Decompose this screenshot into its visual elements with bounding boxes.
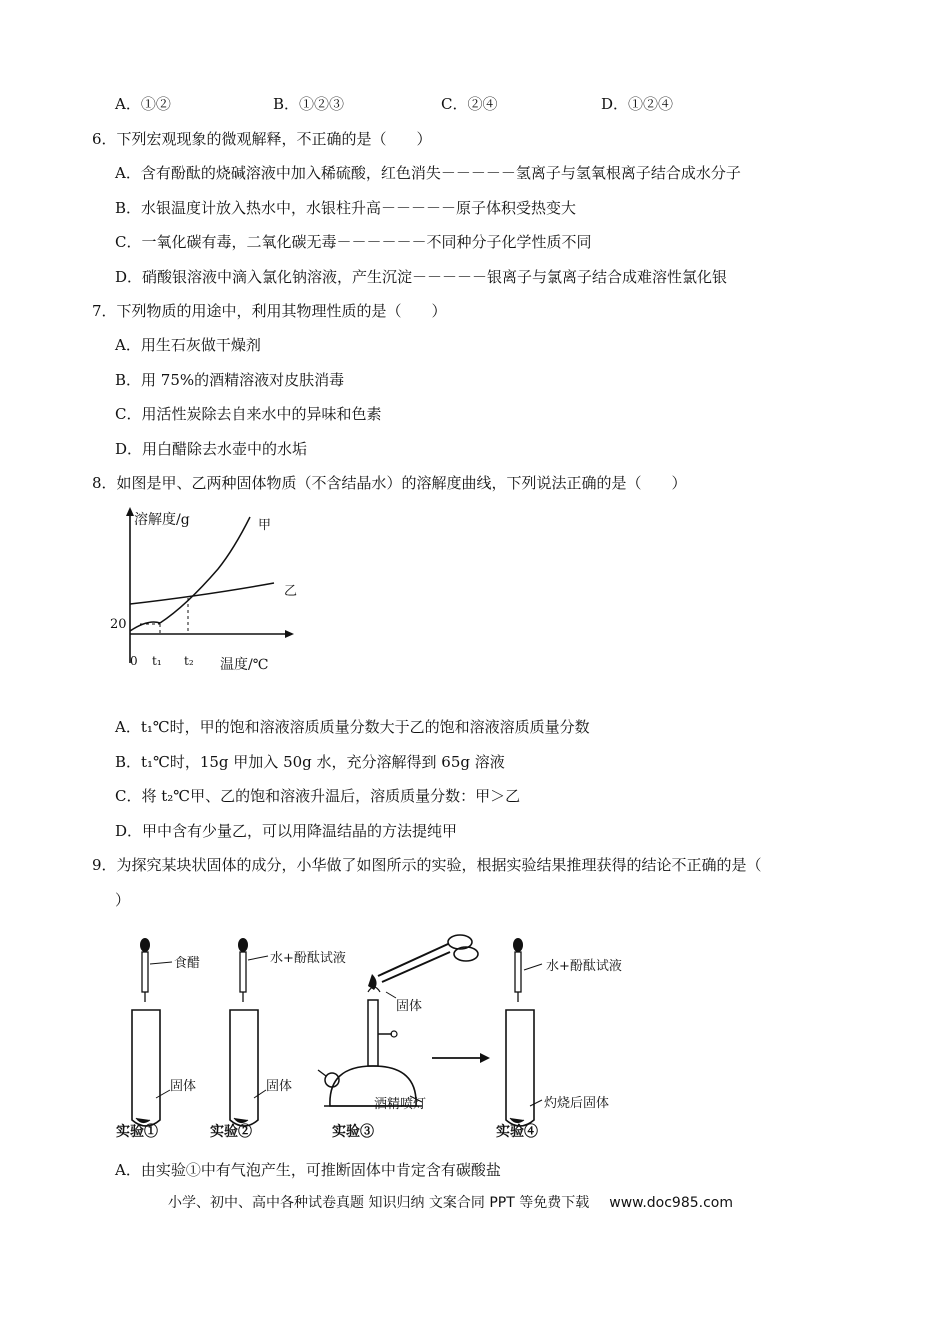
e2-caption: 实验②	[210, 1124, 252, 1140]
q7-option-d: D．用白醋除去水壶中的水垢	[115, 440, 308, 458]
q9-option-a: A．由实验①中有气泡产生，可推断固体中肯定含有碳酸盐	[115, 1161, 501, 1179]
e2-reagent-label: 水+酚酞试液	[270, 951, 346, 966]
e4-solid-label: 灼烧后固体	[544, 1096, 610, 1111]
solid-sample-icon	[510, 1118, 524, 1123]
e3-caption: 实验③	[332, 1124, 374, 1140]
t2-label: t₂	[184, 654, 194, 668]
x-axis-arrow-icon	[285, 630, 294, 638]
e1-solid-label: 固体	[170, 1079, 197, 1094]
origin-label: 0	[130, 654, 138, 668]
curve-yi-label: 乙	[284, 584, 298, 599]
q5-option-d: D．①②④	[601, 95, 674, 113]
q9-stem-continued: ）	[115, 891, 131, 909]
crucible-tongs-icon	[378, 935, 478, 982]
test-tube-icon	[132, 1010, 160, 1126]
q7-option-b: B．用 75%的酒精溶液对皮肤消毒	[115, 371, 345, 389]
page-footer	[168, 1192, 733, 1212]
alcohol-blowtorch-icon	[318, 1000, 422, 1106]
e1-caption: 实验①	[116, 1124, 158, 1140]
q5-option-c: C．②④	[441, 95, 498, 113]
curve-jia-label: 甲	[258, 518, 272, 533]
q6-option-c: C．一氧化碳有毒，二氧化碳无毒－－－－－－不同种分子化学性质不同	[115, 233, 592, 251]
dropper-icon	[142, 952, 148, 992]
q8-stem: 8．如图是甲、乙两种固体物质（不含结晶水）的溶解度曲线，下列说法正确的是（ ）	[92, 474, 687, 492]
q7-option-c: C．用活性炭除去自来水中的异味和色素	[115, 405, 382, 423]
q6-option-d: D．硝酸银溶液中滴入氯化钠溶液，产生沉淀－－－－－银离子与氯离子结合成难溶性氯化银	[115, 268, 728, 286]
footer-text: 小学、初中、高中各种试卷真题 知识归纳 文案合同 PPT 等免费下载	[168, 1195, 590, 1211]
q6-option-a: A．含有酚酞的烧碱溶液中加入稀硫酸，红色消失－－－－－氢离子与氢氧根离子结合成水分子	[115, 164, 741, 182]
test-tube-icon	[230, 1010, 258, 1126]
y-axis-arrow-icon	[126, 507, 134, 516]
q5-option-b: B．①②③	[273, 95, 345, 113]
solid-sample-icon	[136, 1118, 150, 1123]
e1-reagent-label: 食醋	[174, 956, 201, 971]
arrow-head-icon	[480, 1053, 490, 1063]
q5-option-a: A．①②	[115, 95, 171, 113]
dropper-icon	[515, 952, 521, 992]
experiment-4	[496, 938, 622, 1140]
q8-option-c: C．将 t₂℃甲、乙的饱和溶液升温后，溶质质量分数：甲＞乙	[115, 787, 521, 805]
q8-option-d: D．甲中含有少量乙，可以用降温结晶的方法提纯甲	[115, 822, 458, 840]
experiment-1	[116, 938, 200, 1140]
solid-sample-icon	[234, 1118, 248, 1123]
q7-option-a: A．用生石灰做干燥剂	[115, 336, 261, 354]
e3-lamp-label: 酒精喷灯	[374, 1097, 427, 1112]
dropper-bulb-icon	[238, 938, 248, 952]
e3-solid-label: 固体	[396, 999, 423, 1014]
e4-reagent-label: 水+酚酞试液	[546, 959, 622, 974]
e4-caption: 实验④	[496, 1124, 538, 1140]
y-tick-20: 20	[110, 617, 127, 632]
e2-solid-label: 固体	[266, 1079, 293, 1094]
dropper-icon	[240, 952, 246, 992]
dropper-bulb-icon	[513, 938, 523, 952]
q8-option-b: B．t₁℃时，15g 甲加入 50g 水，充分溶解得到 65g 溶液	[115, 753, 505, 771]
solubility-curve-figure	[108, 503, 318, 683]
experiment-figure	[110, 930, 650, 1145]
q6-stem: 6．下列宏观现象的微观解释，不正确的是（ ）	[92, 130, 432, 148]
x-axis-label: 温度/℃	[220, 657, 269, 673]
footer-url[interactable]: www.doc985.com	[609, 1195, 733, 1211]
q9-stem: 9．为探究某块状固体的成分，小华做了如图所示的实验，根据实验结果推理获得的结论不正确的是（	[92, 856, 762, 874]
q6-option-b: B．水银温度计放入热水中，水银柱升高－－－－－原子体积受热变大	[115, 199, 577, 217]
dropper-bulb-icon	[140, 938, 150, 952]
q7-stem: 7．下列物质的用途中，利用其物理性质的是（ ）	[92, 302, 447, 320]
curve-jia	[130, 517, 250, 631]
q8-option-a: A．t₁℃时，甲的饱和溶液溶质质量分数大于乙的饱和溶液溶质质量分数	[115, 718, 590, 736]
experiment-2	[210, 938, 346, 1140]
t1-label: t₁	[152, 654, 162, 668]
y-axis-label: 溶解度/g	[134, 512, 190, 528]
test-tube-icon	[506, 1010, 534, 1126]
